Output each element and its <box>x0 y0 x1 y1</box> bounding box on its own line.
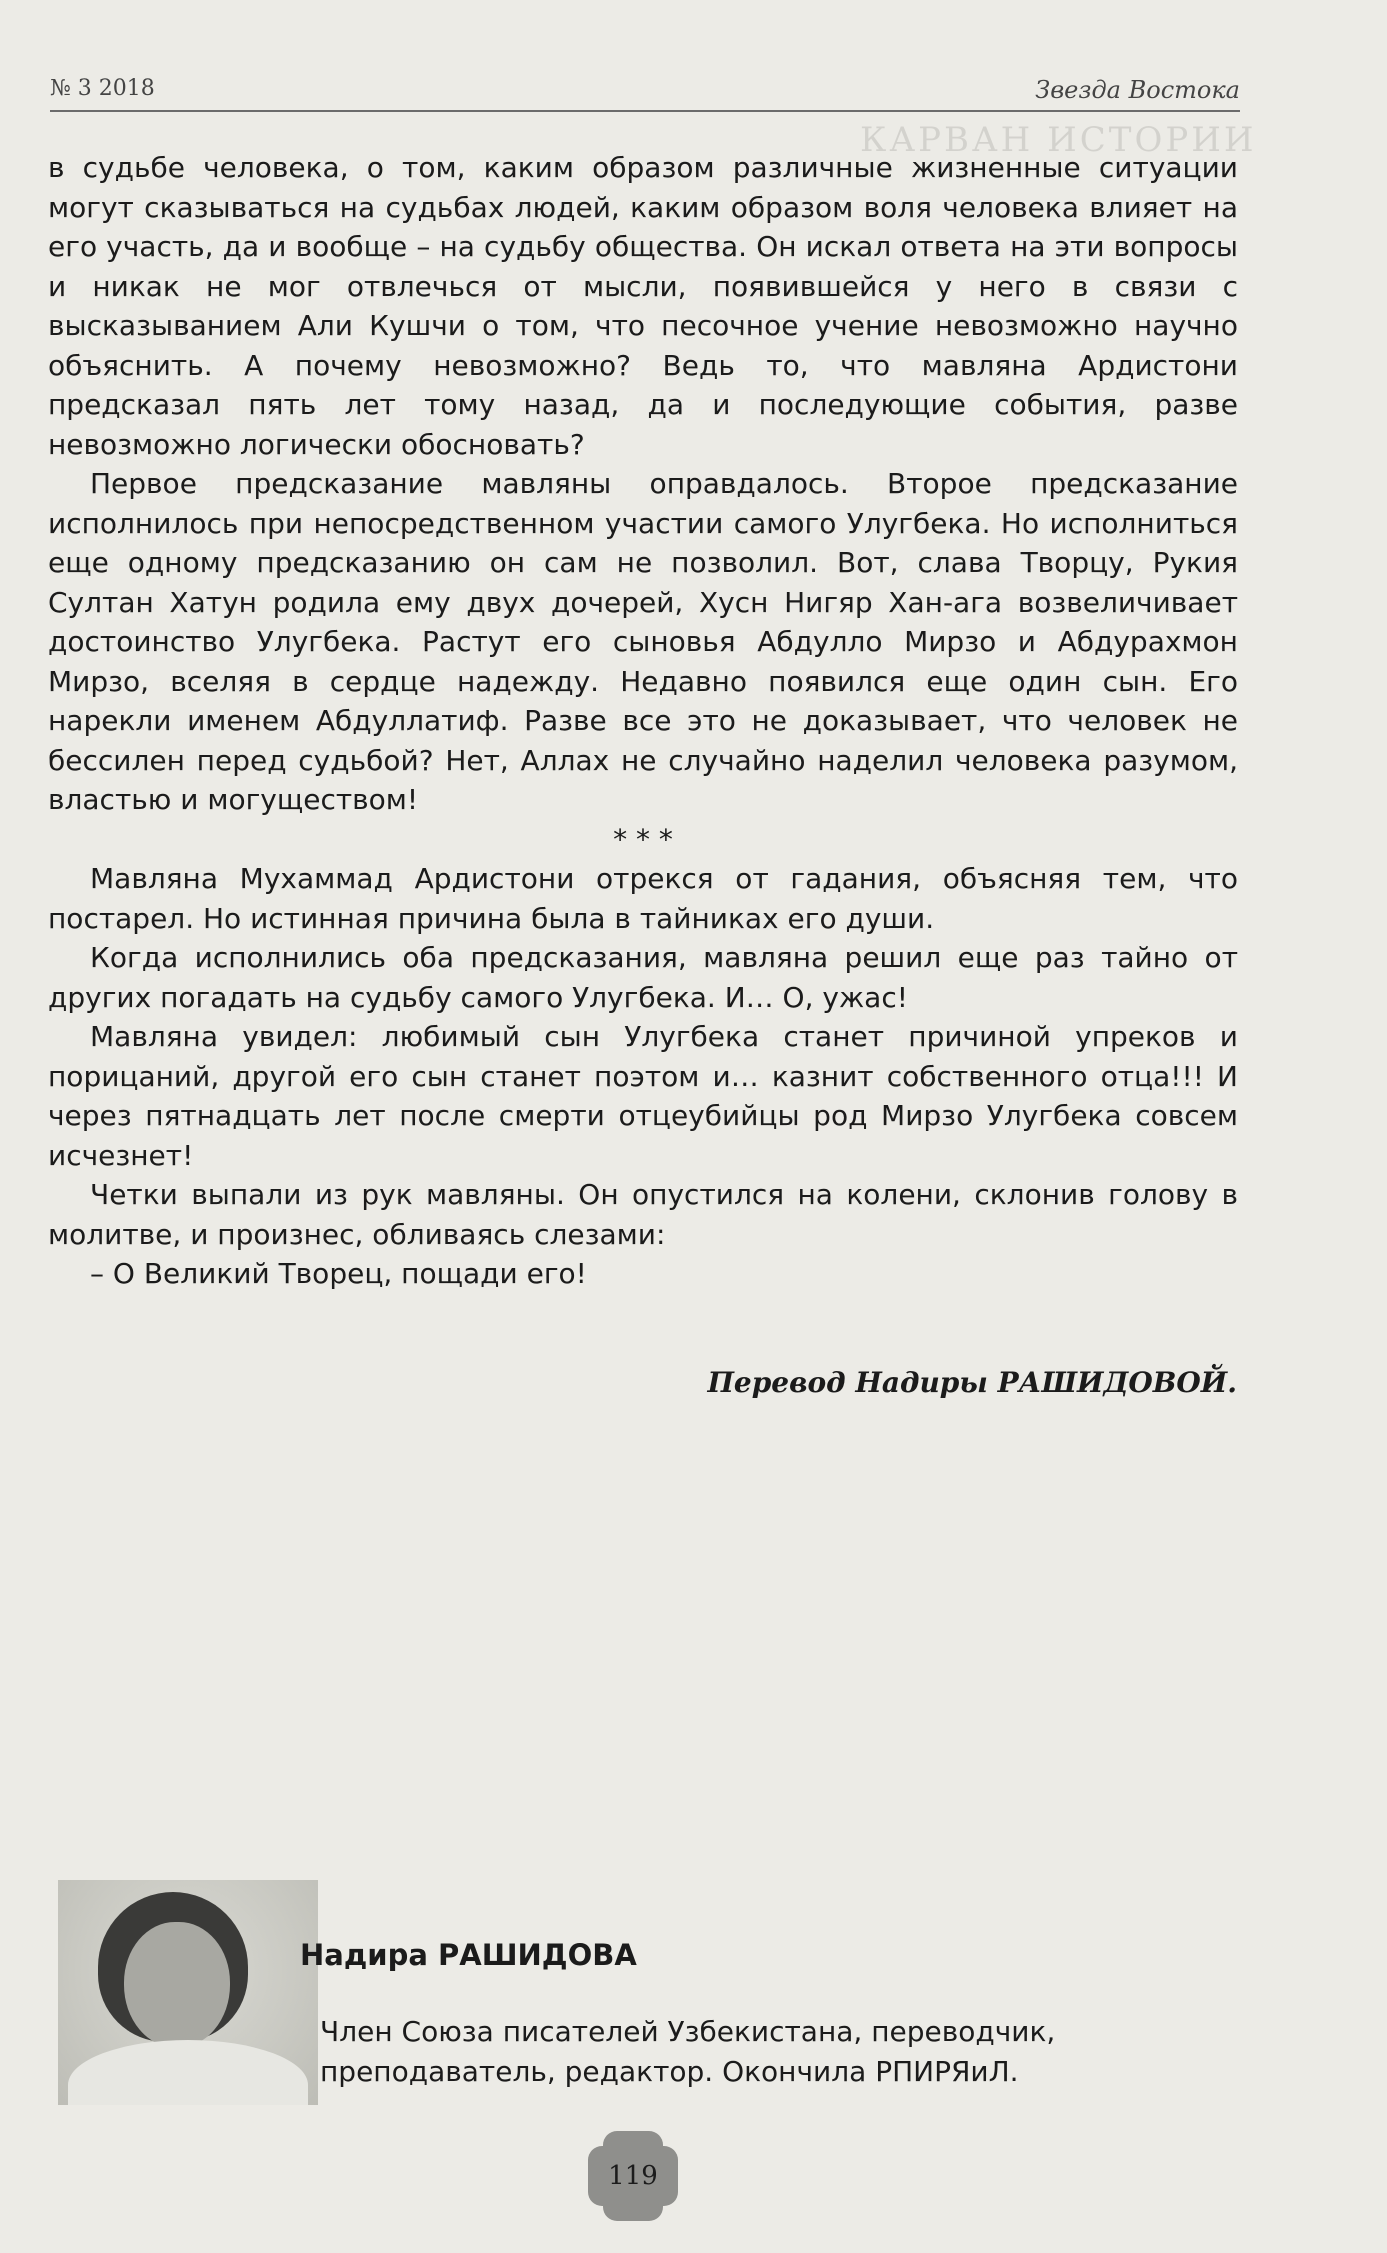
paragraph: Мавляна увидел: любимый сын Улугбека станет причиной упреков и порицаний, другой его сын станет поэтом и… казнит собственного отца!!! И через пятнадцать лет после смерти отцеубийцы род Мирзо Улугбека совсем исчезнет! <box>48 1020 1238 1172</box>
issue-label: № 3 2018 <box>50 76 155 101</box>
paragraph: Первое предсказание мавляны оправдалось. Второе предсказание исполнилось при непосредственном участии самого Улугбека. Но исполниться еще одному предсказанию он сам не позволил. Вот, слава Творцу, Рукия Султан Хатун родила ему двух дочерей, Хусн Нигяр Хан-ага возвеличивает достоинство Улугбека. Растут его сыновья Абдулло Мирзо и Абдурахмон Мирзо, вселяя в сердце надежду. Недавно появился еще один сын. Его нарекли именем Абдуллатиф. Разве все это не доказывает, что человек не бессилен перед судьбой? Нет, Аллах не случайно наделил человека разумом, властью и могуществом! <box>48 467 1238 816</box>
journal-title: Звезда Востока <box>1035 76 1240 104</box>
author-bio: Член Союза писателей Узбекистана, переводчик, преподаватель, редактор. Окончила РПИРЯиЛ. <box>320 2015 1056 2088</box>
portrait-shoulders <box>68 2040 308 2105</box>
author-name: Надира РАШИДОВА <box>300 1938 637 1972</box>
translator-credit: Перевод Надиры РАШИДОВОЙ. <box>707 1366 1237 1399</box>
page-header <box>50 70 1240 112</box>
page-number-badge <box>588 2146 678 2206</box>
article-body <box>48 148 1238 1294</box>
paragraph: Четки выпали из рук мавляны. Он опустился на колени, склонив голову в молитве, и произнес, обливаясь слезами: <box>48 1178 1238 1251</box>
paragraph: Мавляна Мухаммад Ардистони отрекся от гадания, объясняя тем, что постарел. Но истинная причина была в тайниках его души. <box>48 862 1238 935</box>
paragraph: – О Великий Творец, пощади его! <box>90 1257 587 1290</box>
section-separator: * * * <box>613 822 673 856</box>
paragraph: Когда исполнились оба предсказания, мавляна решил еще раз тайно от других погадать на судьбу самого Улугбека. И… О, ужас! <box>48 941 1238 1014</box>
portrait-face <box>124 1922 230 2048</box>
paragraph: в судьбе человека, о том, каким образом различные жизненные ситуации могут сказываться на судьбах людей, каким образом воля человека влияет на его участь, да и вообще – на судьбу общества. Он искал ответа на эти вопросы и никак не мог отвлечься от мысли, появившейся у него в связи с высказыванием Али Кушчи о том, что песочное учение невозможно научно объяснить. А почему невозможно? Ведь то, что мавляна Ардистони предсказал пять лет тому назад, да и последующие события, разве невозможно логически обосновать? <box>48 151 1238 461</box>
bleed-through-title: КАРВАН ИСТОРИИ <box>860 120 1257 160</box>
author-portrait <box>58 1880 318 2105</box>
page-number: 119 <box>608 2161 658 2191</box>
